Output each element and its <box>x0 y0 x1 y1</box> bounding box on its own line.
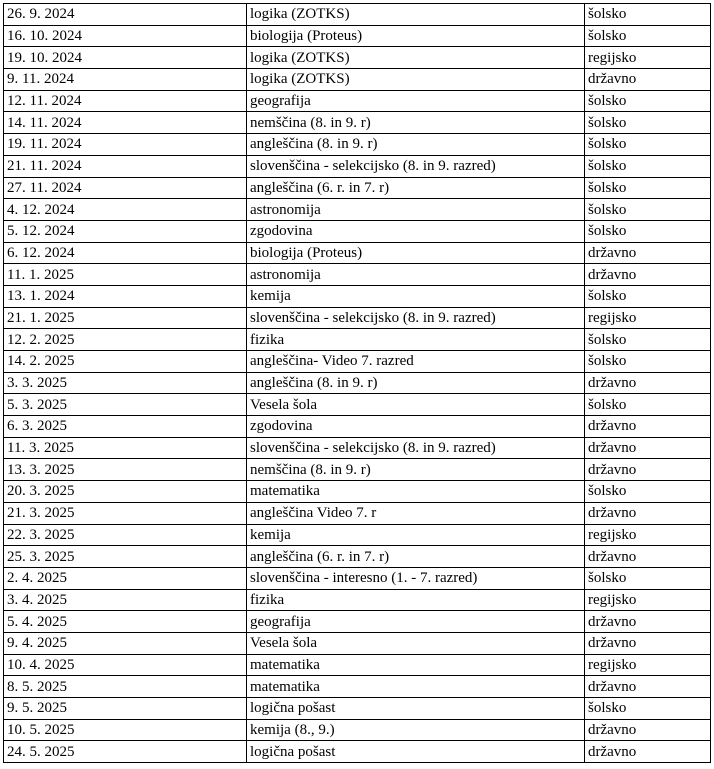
table-row <box>4 307 711 329</box>
table-row <box>4 4 711 26</box>
level-cell: šolsko <box>585 220 711 242</box>
date-cell: 24. 5. 2025 <box>4 741 247 763</box>
table-row <box>4 524 711 546</box>
subject-cell: Vesela šola <box>247 394 585 416</box>
date-cell: 13. 3. 2025 <box>4 459 247 481</box>
level-cell: državno <box>585 264 711 286</box>
level-cell: šolsko <box>585 567 711 589</box>
subject-cell: fizika <box>247 589 585 611</box>
date-cell: 6. 3. 2025 <box>4 416 247 438</box>
date-cell: 19. 10. 2024 <box>4 47 247 69</box>
subject-cell: biologija (Proteus) <box>247 242 585 264</box>
subject-cell: matematika <box>247 654 585 676</box>
date-cell: 5. 4. 2025 <box>4 611 247 633</box>
level-cell: šolsko <box>585 199 711 221</box>
table-row <box>4 372 711 394</box>
table-row <box>4 177 711 199</box>
table-row <box>4 134 711 156</box>
table-row <box>4 567 711 589</box>
level-cell: državno <box>585 437 711 459</box>
date-cell: 12. 2. 2025 <box>4 329 247 351</box>
subject-cell: slovenščina - selekcijsko (8. in 9. razred) <box>247 155 585 177</box>
date-cell: 16. 10. 2024 <box>4 25 247 47</box>
table-row <box>4 69 711 91</box>
table-row <box>4 698 711 720</box>
level-cell: državno <box>585 546 711 568</box>
level-cell: šolsko <box>585 25 711 47</box>
table-row <box>4 676 711 698</box>
table-row <box>4 546 711 568</box>
subject-cell: geografija <box>247 90 585 112</box>
table-row <box>4 741 711 763</box>
level-cell: državno <box>585 242 711 264</box>
date-cell: 9. 5. 2025 <box>4 698 247 720</box>
subject-cell: geografija <box>247 611 585 633</box>
subject-cell: kemija <box>247 524 585 546</box>
date-cell: 3. 4. 2025 <box>4 589 247 611</box>
subject-cell: logika (ZOTKS) <box>247 47 585 69</box>
subject-cell: kemija (8., 9.) <box>247 719 585 741</box>
level-cell: državno <box>585 372 711 394</box>
table-row <box>4 459 711 481</box>
level-cell: regijsko <box>585 307 711 329</box>
subject-cell: astronomija <box>247 199 585 221</box>
table-row <box>4 719 711 741</box>
table-row <box>4 90 711 112</box>
subject-cell: angleščina- Video 7. razred <box>247 351 585 373</box>
table-row <box>4 394 711 416</box>
subject-cell: slovenščina - selekcijsko (8. in 9. razred) <box>247 307 585 329</box>
subject-cell: Vesela šola <box>247 632 585 654</box>
subject-cell: fizika <box>247 329 585 351</box>
level-cell: šolsko <box>585 90 711 112</box>
date-cell: 27. 11. 2024 <box>4 177 247 199</box>
subject-cell: logika (ZOTKS) <box>247 4 585 26</box>
subject-cell: kemija <box>247 285 585 307</box>
date-cell: 22. 3. 2025 <box>4 524 247 546</box>
table-row <box>4 199 711 221</box>
level-cell: državno <box>585 502 711 524</box>
level-cell: šolsko <box>585 177 711 199</box>
level-cell: regijsko <box>585 589 711 611</box>
subject-cell: slovenščina - interesno (1. - 7. razred) <box>247 567 585 589</box>
level-cell: šolsko <box>585 112 711 134</box>
date-cell: 20. 3. 2025 <box>4 481 247 503</box>
date-cell: 21. 11. 2024 <box>4 155 247 177</box>
date-cell: 21. 1. 2025 <box>4 307 247 329</box>
date-cell: 11. 3. 2025 <box>4 437 247 459</box>
level-cell: šolsko <box>585 285 711 307</box>
table-row <box>4 264 711 286</box>
date-cell: 9. 4. 2025 <box>4 632 247 654</box>
level-cell: državno <box>585 741 711 763</box>
table-row <box>4 47 711 69</box>
date-cell: 21. 3. 2025 <box>4 502 247 524</box>
table-row <box>4 25 711 47</box>
level-cell: državno <box>585 719 711 741</box>
subject-cell: nemščina (8. in 9. r) <box>247 459 585 481</box>
table-row <box>4 437 711 459</box>
subject-cell: biologija (Proteus) <box>247 25 585 47</box>
table-row <box>4 220 711 242</box>
date-cell: 5. 3. 2025 <box>4 394 247 416</box>
table-row <box>4 654 711 676</box>
subject-cell: angleščina (6. r. in 7. r) <box>247 177 585 199</box>
subject-cell: angleščina (8. in 9. r) <box>247 134 585 156</box>
subject-cell: zgodovina <box>247 220 585 242</box>
table-row <box>4 611 711 633</box>
level-cell: regijsko <box>585 654 711 676</box>
date-cell: 5. 12. 2024 <box>4 220 247 242</box>
table-row <box>4 589 711 611</box>
date-cell: 13. 1. 2024 <box>4 285 247 307</box>
table-row <box>4 285 711 307</box>
date-cell: 2. 4. 2025 <box>4 567 247 589</box>
subject-cell: logična pošast <box>247 698 585 720</box>
level-cell: državno <box>585 459 711 481</box>
subject-cell: matematika <box>247 481 585 503</box>
level-cell: državno <box>585 676 711 698</box>
date-cell: 9. 11. 2024 <box>4 69 247 91</box>
date-cell: 11. 1. 2025 <box>4 264 247 286</box>
level-cell: državno <box>585 611 711 633</box>
date-cell: 14. 11. 2024 <box>4 112 247 134</box>
subject-cell: zgodovina <box>247 416 585 438</box>
date-cell: 25. 3. 2025 <box>4 546 247 568</box>
date-cell: 10. 5. 2025 <box>4 719 247 741</box>
subject-cell: astronomija <box>247 264 585 286</box>
subject-cell: slovenščina - selekcijsko (8. in 9. razred) <box>247 437 585 459</box>
subject-cell: logika (ZOTKS) <box>247 69 585 91</box>
date-cell: 12. 11. 2024 <box>4 90 247 112</box>
level-cell: šolsko <box>585 155 711 177</box>
level-cell: šolsko <box>585 698 711 720</box>
date-cell: 19. 11. 2024 <box>4 134 247 156</box>
table-row <box>4 329 711 351</box>
date-cell: 4. 12. 2024 <box>4 199 247 221</box>
date-cell: 3. 3. 2025 <box>4 372 247 394</box>
subject-cell: angleščina (8. in 9. r) <box>247 372 585 394</box>
table-row <box>4 502 711 524</box>
level-cell: regijsko <box>585 47 711 69</box>
table-row <box>4 351 711 373</box>
level-cell: šolsko <box>585 351 711 373</box>
date-cell: 26. 9. 2024 <box>4 4 247 26</box>
level-cell: državno <box>585 632 711 654</box>
date-cell: 10. 4. 2025 <box>4 654 247 676</box>
table-row <box>4 112 711 134</box>
subject-cell: logična pošast <box>247 741 585 763</box>
table-row <box>4 155 711 177</box>
table-row <box>4 416 711 438</box>
level-cell: državno <box>585 416 711 438</box>
date-cell: 6. 12. 2024 <box>4 242 247 264</box>
subject-cell: matematika <box>247 676 585 698</box>
date-cell: 14. 2. 2025 <box>4 351 247 373</box>
level-cell: šolsko <box>585 4 711 26</box>
table-row <box>4 481 711 503</box>
level-cell: državno <box>585 69 711 91</box>
subject-cell: angleščina Video 7. r <box>247 502 585 524</box>
subject-cell: angleščina (6. r. in 7. r) <box>247 546 585 568</box>
level-cell: šolsko <box>585 134 711 156</box>
competition-schedule-table <box>3 3 711 763</box>
level-cell: šolsko <box>585 481 711 503</box>
subject-cell: nemščina (8. in 9. r) <box>247 112 585 134</box>
level-cell: regijsko <box>585 524 711 546</box>
level-cell: šolsko <box>585 329 711 351</box>
table-body <box>4 4 711 763</box>
level-cell: šolsko <box>585 394 711 416</box>
date-cell: 8. 5. 2025 <box>4 676 247 698</box>
table-row <box>4 632 711 654</box>
table-row <box>4 242 711 264</box>
